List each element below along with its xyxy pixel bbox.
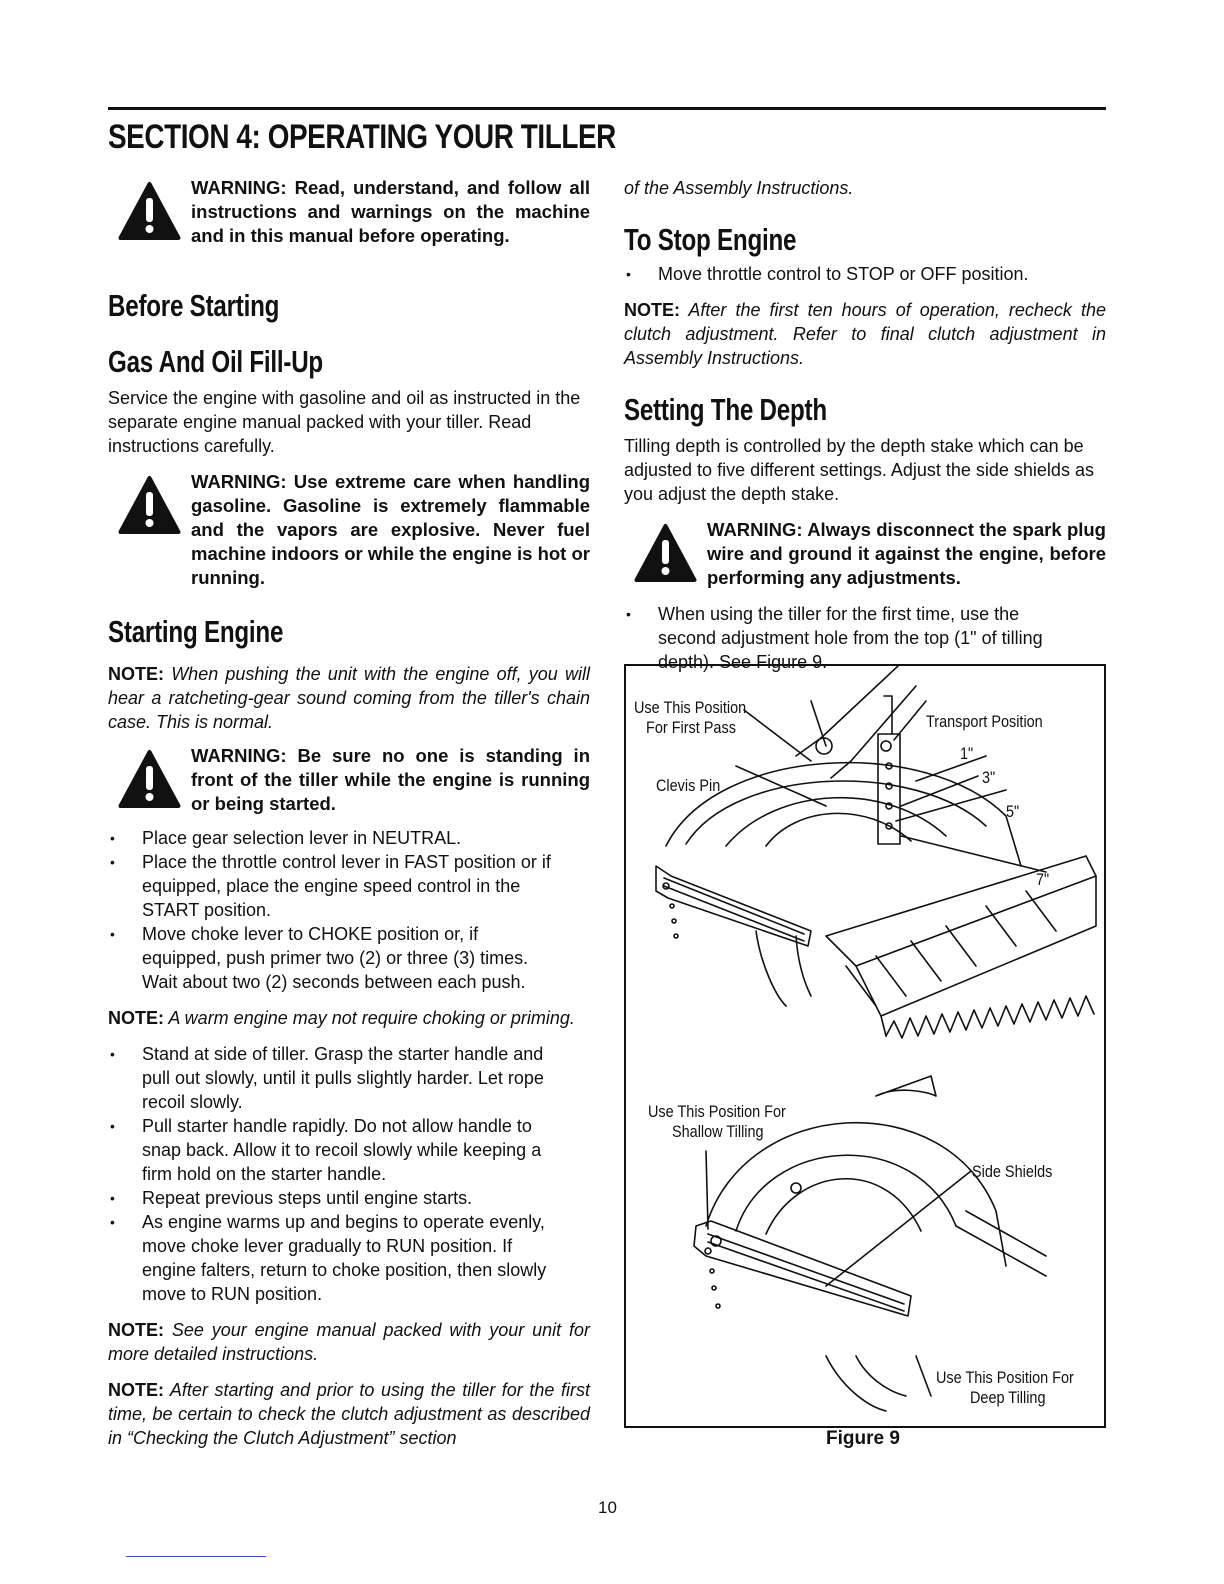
heading-setting-depth: Setting The Depth [624,392,827,427]
bullet-list [624,262,1106,286]
warning-icon [108,744,191,810]
label-first-pass: Use This Position [634,698,747,717]
list-item: • Move choke lever to CHOKE position or, if equipped, push primer two (2) or three (3) times. Wait about two (2) seconds between each push. [108,922,558,994]
warning-icon [108,470,191,536]
note-text: After the first ten hours of operation, recheck the clutch adjustment. Refer to final clutch adjustment in Assembly Instructions. [624,300,1106,368]
warning-block [108,470,590,590]
list-item: • Place the throttle control lever in FAST position or if equipped, place the engine speed control in the START position. [108,850,558,922]
warning-text: WARNING: Be sure no one is standing in front of the tiller while the engine is running or being started. [191,745,590,814]
label-side-shields: Side Shields [972,1162,1053,1181]
footer-line [126,1556,266,1557]
note [108,662,590,734]
heading-gas-oil: Gas And Oil Fill-Up [108,344,323,379]
note-label: NOTE: [108,1320,164,1340]
warning-icon [624,518,707,584]
figure-caption: Figure 9 [826,1428,900,1449]
label-transport: Transport Position [926,712,1043,731]
heading-stop-engine: To Stop Engine [624,222,797,257]
bullet-list [108,826,558,994]
note-text: See your engine manual packed with your unit for more detailed instructions. [108,1320,590,1364]
list-item: • Repeat previous steps until engine starts. [108,1186,558,1210]
list-item: • Place gear selection lever in NEUTRAL. [108,826,558,850]
continued-text: of the Assembly Instructions. [624,178,854,198]
label-deep: Use This Position For [936,1368,1074,1387]
left-column [108,176,590,1450]
warning-text: WARNING: Read, understand, and follow all instructions and warnings on the machine and in this manual before operating. [191,177,590,246]
depth-label-7: 7" [1036,870,1050,889]
note [624,298,1106,370]
note-text: A warm engine may not require choking or priming. [168,1008,575,1028]
list-item: • As engine warms up and begins to operate evenly, move choke lever gradually to RUN position. If engine falters, return to choke position, then slowly move to RUN position. [108,1210,558,1306]
warning-block [624,518,1106,590]
note [108,1318,590,1366]
label-clevis-pin: Clevis Pin [656,776,721,795]
header-rule [108,107,1106,110]
label-deep: Deep Tilling [970,1388,1046,1407]
note-text: After starting and prior to using the tiller for the first time, be certain to check the clutch adjustment as described in “Checking the Clutch Adjustment” section [108,1380,590,1448]
note-label: NOTE: [108,1008,164,1028]
list-item: • Stand at side of tiller. Grasp the starter handle and pull out slowly, until it pulls slightly harder. Let rope recoil slowly. [108,1042,558,1114]
bullet-list [108,1042,558,1306]
warning-text: WARNING: Use extreme care when handling gasoline. Gasoline is extremely flammable and the vapors are explosive. Never fuel machine indoors or while the engine is hot or running. [191,471,590,588]
note-label: NOTE: [624,300,680,320]
list-item: • Pull starter handle rapidly. Do not allow handle to snap back. Allow it to recoil slowly while keeping a firm hold on the starter handle. [108,1114,558,1186]
warning-block [108,744,590,816]
warning-block [108,176,590,272]
label-shallow: Shallow Tilling [672,1122,764,1141]
heading-starting-engine: Starting Engine [108,614,284,649]
warning-icon [108,176,191,242]
note [108,1378,590,1450]
label-first-pass: For First Pass [646,718,736,737]
depth-label-5: 5" [1006,802,1020,821]
right-column [624,176,1106,674]
note-label: NOTE: [108,664,164,684]
page-number: 10 [598,1498,617,1517]
gas-oil-text: Service the engine with gasoline and oil as instructed in the separate engine manual packed with your tiller. Read instructions carefully. [108,388,581,456]
note-text: When pushing the unit with the engine off, you will hear a ratcheting-gear sound coming from the tiller's chain case. This is normal. [108,664,590,732]
depth-label-3: 3" [982,768,996,787]
list-item: • When using the tiller for the first time, use the second adjustment hole from the top (1" of tilling depth). See Figure 9. [624,602,1074,674]
note [108,1006,590,1030]
list-item: • Move throttle control to STOP or OFF position. [624,262,1106,286]
depth-text: Tilling depth is controlled by the depth stake which can be adjusted to five different settings. Adjust the side shields as you adjust the depth stake. [624,436,1094,504]
depth-label-1: 1" [960,744,974,763]
label-shallow: Use This Position For [648,1102,786,1121]
heading-before-starting: Before Starting [108,288,280,323]
note-label: NOTE: [108,1380,164,1400]
warning-text: WARNING: Always disconnect the spark plug wire and ground it against the engine, before performing any adjustments. [707,519,1106,588]
section-title: SECTION 4: OPERATING YOUR TILLER [108,118,616,156]
figure-9 [624,664,1106,1428]
